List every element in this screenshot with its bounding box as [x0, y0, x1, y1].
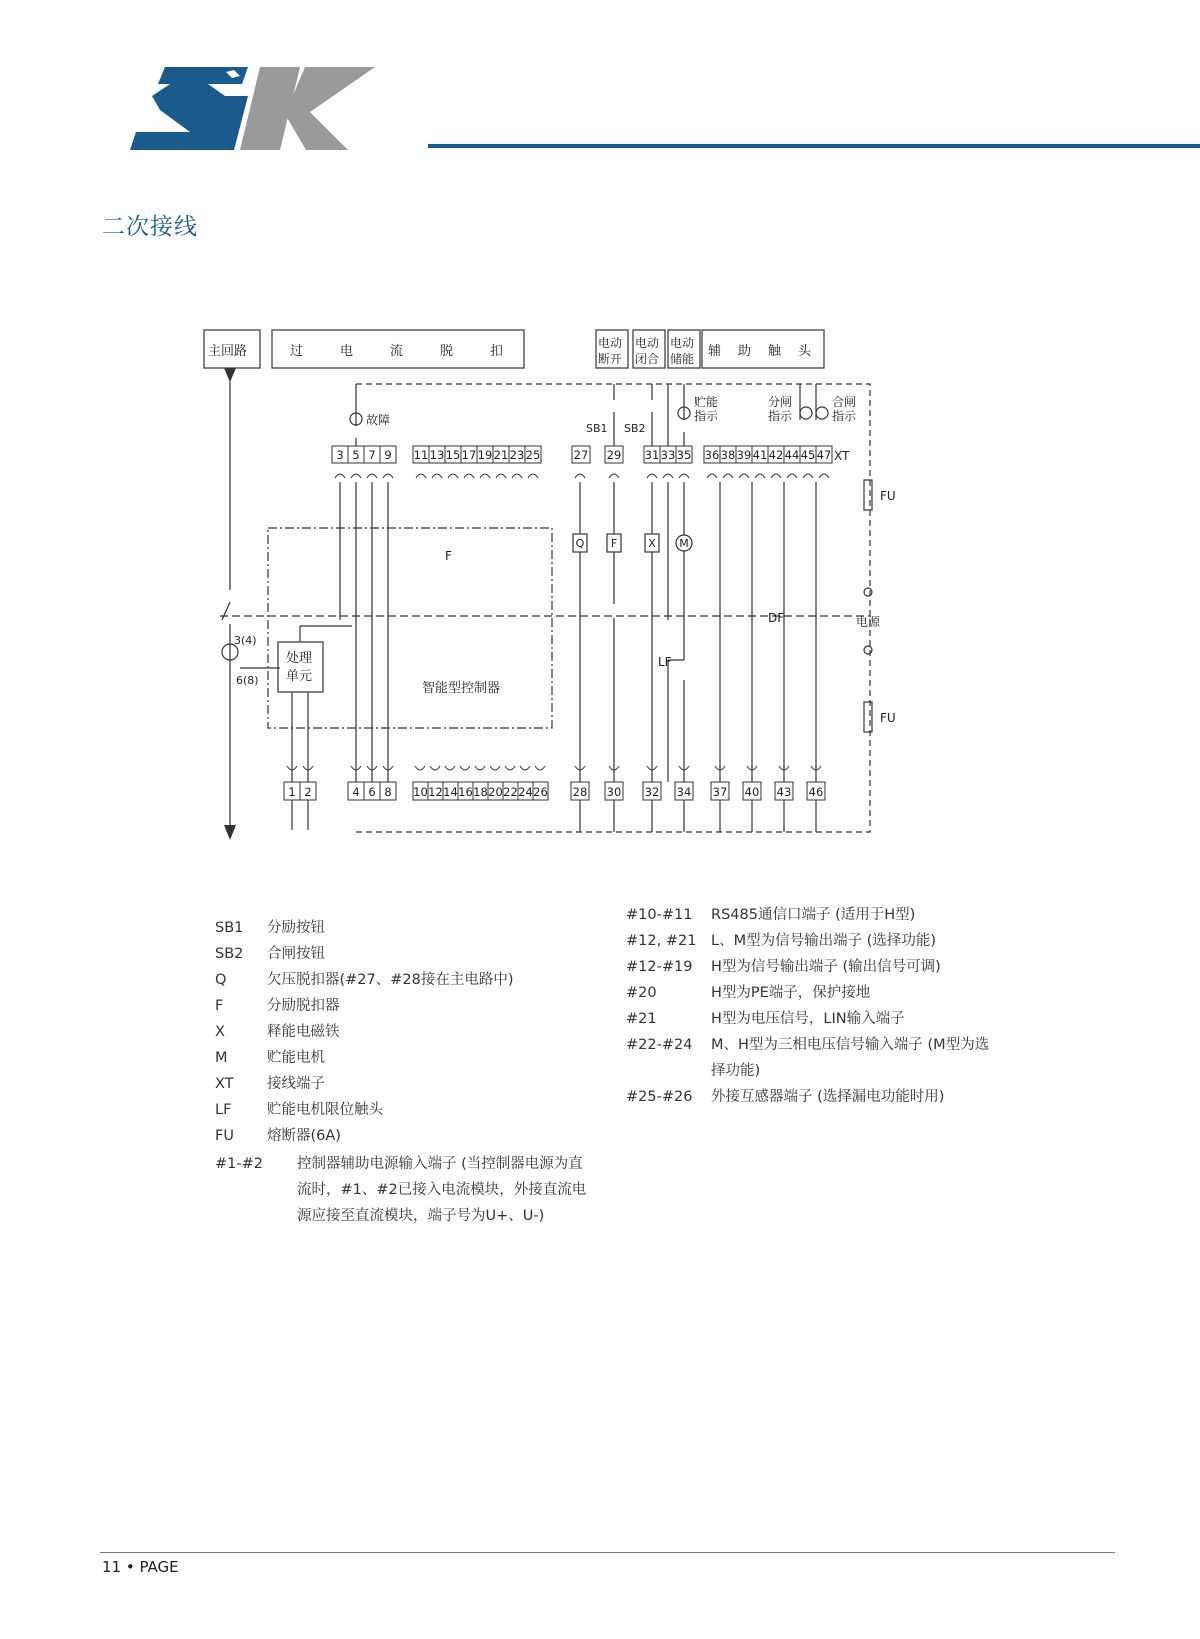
terminal-cap — [351, 474, 361, 478]
fu-top-label: FU — [880, 489, 896, 503]
terminal-cap — [755, 474, 765, 478]
legend-left-note — [215, 1151, 597, 1229]
terminal-label: 24 — [518, 785, 533, 799]
legend-code: #12, #21 — [626, 933, 697, 949]
legend-code: F — [215, 998, 224, 1014]
terminal-cap — [383, 474, 393, 478]
label-main-circuit: 主回路 — [208, 344, 248, 359]
terminal-label: 21 — [493, 448, 509, 462]
label-overcurrent-2: 电 — [340, 344, 354, 359]
terminal-cap — [367, 474, 377, 478]
terminal-cap — [445, 766, 455, 770]
terminal-label: 33 — [660, 448, 676, 462]
label-motor-close-2: 闭合 — [635, 352, 660, 366]
lamp-fault-label: 故障 — [366, 413, 391, 427]
terminal-label: 36 — [704, 448, 720, 462]
label-aux-4: 头 — [798, 344, 812, 359]
terminal-cap — [707, 474, 717, 478]
terminal-cap — [771, 474, 781, 478]
legend-desc: L、M型为信号输出端子 (选择功能) — [711, 933, 937, 949]
legend-code: #21 — [626, 1011, 657, 1027]
legend-code: #10-#11 — [626, 907, 693, 923]
terminal-label: 32 — [644, 785, 660, 799]
terminal-label: 27 — [573, 448, 589, 462]
legend-desc: 控制器辅助电源输入端子 (当控制器电源为直流时，#1、#2已接入电流模块，外接直流电源应接至直流模块，端子号为U+、U-) — [297, 1156, 587, 1224]
terminal-label: 43 — [776, 785, 792, 799]
legend-right-row — [626, 1006, 1001, 1032]
legend-desc: 外接互感器端子 (选择漏电功能时用) — [711, 1089, 945, 1105]
legend-desc: 欠压脱扣器(#27、#28接在主电路中) — [267, 972, 514, 988]
terminal-label: 3 — [336, 448, 344, 462]
legend-left-row — [215, 1097, 597, 1123]
fu-bottom-label: FU — [880, 711, 896, 725]
terminal-cap — [787, 474, 797, 478]
legend-desc: 熔断器(6A) — [267, 1128, 341, 1144]
terminal-cap — [512, 474, 522, 478]
terminal-cap — [520, 766, 530, 770]
legend-left-row — [215, 915, 597, 941]
terminal-label: 37 — [712, 785, 728, 799]
legend-code: #1-#2 — [215, 1156, 263, 1172]
legend-code: Q — [215, 972, 227, 988]
legend-left-row — [215, 1045, 597, 1071]
legend-left-row — [215, 993, 597, 1019]
terminal-label: 5 — [352, 448, 360, 462]
legend-desc: H型为电压信号，LIN输入端子 — [711, 1011, 905, 1027]
terminal-label: 10 — [413, 785, 428, 799]
label-overcurrent-4: 脱 — [440, 344, 454, 359]
terminal-label: 31 — [644, 448, 660, 462]
terminal-label: 44 — [784, 448, 800, 462]
section-title: 二次接线 — [102, 214, 198, 240]
legend-desc: 分励按钮 — [267, 920, 325, 936]
processing-unit-label-2: 单元 — [286, 669, 313, 684]
component-x: X — [648, 537, 656, 550]
terminal-cap — [819, 474, 829, 478]
terminal-cap — [535, 766, 545, 770]
legend-right-row — [626, 980, 1001, 1006]
lamp-charged-label-1: 贮能 — [694, 395, 719, 409]
terminal-label: 38 — [720, 448, 736, 462]
processing-unit-label-1: 处理 — [286, 651, 313, 666]
legend-right-row — [626, 1084, 1001, 1110]
terminal-cap — [415, 766, 425, 770]
terminal-cap — [432, 474, 442, 478]
terminal-label: 25 — [525, 448, 541, 462]
terminal-label: 20 — [488, 785, 503, 799]
terminal-label: 17 — [461, 448, 477, 462]
page-number: 11 • PAGE — [102, 1558, 179, 1576]
component-f: F — [610, 537, 618, 550]
terminal-cap — [528, 474, 538, 478]
terminal-cap — [430, 766, 440, 770]
legend-desc: 分励脱扣器 — [267, 998, 340, 1014]
main-circuit-bottom-arrow — [224, 825, 236, 840]
terminal-label: 35 — [676, 448, 692, 462]
legend-desc: 贮能电机限位触头 — [267, 1102, 383, 1118]
terminal-label: 46 — [808, 785, 824, 799]
terminal-cap — [803, 474, 813, 478]
controller-label: 智能型控制器 — [422, 681, 501, 696]
terminal-cap — [448, 474, 458, 478]
terminal-cap — [679, 474, 689, 478]
terminal-label: 30 — [606, 785, 622, 799]
legend-desc: 贮能电机 — [267, 1050, 325, 1066]
legend-left-row — [215, 941, 597, 967]
terminal-label: 22 — [503, 785, 518, 799]
zk-logo — [130, 62, 390, 162]
terminal-cap — [575, 474, 585, 478]
terminal-label: 40 — [744, 785, 760, 799]
terminal-label: 39 — [736, 448, 752, 462]
terminal-label: 42 — [768, 448, 784, 462]
terminal-label: 16 — [458, 785, 473, 799]
power-label: 电源 — [856, 615, 881, 629]
terminal-cap — [739, 474, 749, 478]
df-label: DF — [768, 611, 785, 625]
terminal-cap — [609, 474, 619, 478]
terminal-label: 47 — [816, 448, 832, 462]
label-overcurrent-3: 流 — [390, 344, 404, 359]
label-motor-open-1: 电动 — [598, 336, 623, 350]
legend-right-row — [626, 902, 1001, 928]
label-aux-2: 助 — [738, 344, 752, 359]
terminal-label: 28 — [572, 785, 588, 799]
label-motor-close-1: 电动 — [635, 336, 660, 350]
lf-label: LF — [658, 655, 672, 669]
terminal-label: 26 — [533, 785, 548, 799]
terminal-cap — [464, 474, 474, 478]
legend-code: M — [215, 1050, 228, 1066]
legend-code: X — [215, 1024, 225, 1040]
legend-code: LF — [215, 1102, 232, 1118]
wiring-diagram — [200, 320, 920, 860]
legend-code: FU — [215, 1128, 234, 1144]
lamp-charged-label-2: 指示 — [694, 409, 719, 423]
terminal-cap — [475, 766, 485, 770]
header-rule — [428, 144, 1200, 148]
terminal-cap — [723, 474, 733, 478]
legend-left — [215, 915, 597, 1229]
legend-desc: 合闸按钮 — [267, 946, 325, 962]
legend-code: #20 — [626, 985, 657, 1001]
terminal-label: 34 — [676, 785, 692, 799]
component-m: M — [679, 537, 689, 550]
legend-left-row — [215, 1019, 597, 1045]
terminal-label: 8 — [384, 785, 392, 799]
legend-left-row — [215, 967, 597, 993]
terminal-strips — [284, 446, 832, 800]
legend-desc: RS485通信口端子 (适用于H型) — [711, 907, 916, 923]
terminal-cap — [647, 474, 657, 478]
legend-right-row — [626, 1032, 1001, 1084]
legend-left-row — [215, 1123, 597, 1149]
terminal-label: 12 — [428, 785, 443, 799]
sb2-label: SB2 — [624, 422, 646, 435]
terminal-label: 15 — [445, 448, 461, 462]
label-overcurrent-1: 过 — [290, 344, 304, 359]
xt-label: XT — [834, 449, 850, 463]
legend-right-row — [626, 928, 1001, 954]
terminal-label: 11 — [413, 448, 429, 462]
legend-desc: M、H型为三相电压信号输入端子 (M型为选择功能) — [711, 1037, 990, 1079]
terminal-label: 2 — [304, 785, 312, 799]
f-zone-label: F — [445, 549, 452, 563]
terminal-label: 4 — [352, 785, 360, 799]
terminal-cap — [496, 474, 506, 478]
component-q: Q — [575, 537, 585, 550]
legend-right-row — [626, 954, 1001, 980]
legend-left-row — [215, 1071, 597, 1097]
legend-desc: H型为PE端子，保护接地 — [711, 985, 871, 1001]
terminal-label: 19 — [477, 448, 493, 462]
footer-rule — [100, 1552, 1115, 1553]
terminal-cap — [505, 766, 515, 770]
terminal-cap — [490, 766, 500, 770]
terminal-cap — [335, 474, 345, 478]
terminal-label: 41 — [752, 448, 768, 462]
legend-desc: 释能电磁铁 — [267, 1024, 340, 1040]
terminal-label: 6 — [368, 785, 376, 799]
label-aux-3: 触 — [768, 344, 782, 359]
legend-code: SB2 — [215, 946, 244, 962]
lamp-closed-label-1: 合闸 — [832, 395, 857, 409]
label-motor-charge-2: 储能 — [670, 352, 695, 366]
terminal-label: 14 — [443, 785, 458, 799]
logo-z-mark — [130, 67, 248, 150]
lamp-open-label-2: 指示 — [768, 409, 793, 423]
terminal-cap — [460, 766, 470, 770]
label-aux-1: 辅 — [708, 344, 722, 359]
legend-desc: H型为信号输出端子 (输出信号可调) — [711, 959, 941, 975]
terminal-label: 29 — [606, 448, 622, 462]
label-motor-open-2: 断开 — [598, 352, 623, 366]
legend-code: SB1 — [215, 920, 244, 936]
terminal-label: 7 — [368, 448, 376, 462]
legend-code: #22-#24 — [626, 1037, 693, 1053]
sb1-label: SB1 — [586, 422, 608, 435]
label-overcurrent-5: 扣 — [490, 344, 504, 359]
lamp-open-label-1: 分闸 — [768, 395, 793, 409]
legend-desc: 接线端子 — [267, 1076, 325, 1092]
main-circuit-top-arrow — [224, 368, 236, 382]
terminal-label: 45 — [800, 448, 816, 462]
label-motor-charge-1: 电动 — [670, 336, 695, 350]
legend-code: #25-#26 — [626, 1089, 693, 1105]
lamp-closed-label-2: 指示 — [832, 409, 857, 423]
ct-label-a: 3(4) — [234, 634, 257, 647]
ct-label-b: 6(8) — [236, 674, 259, 687]
terminal-label: 1 — [288, 785, 296, 799]
terminal-label: 18 — [473, 785, 488, 799]
terminal-cap — [663, 474, 673, 478]
terminal-label: 9 — [384, 448, 392, 462]
terminal-label: 13 — [429, 448, 445, 462]
legend-code: #12-#19 — [626, 959, 693, 975]
terminal-cap — [480, 474, 490, 478]
legend-code: XT — [215, 1076, 234, 1092]
legend-right — [626, 902, 1001, 1110]
terminal-cap — [416, 474, 426, 478]
logo-k-mark — [240, 67, 375, 150]
terminal-label: 23 — [509, 448, 525, 462]
